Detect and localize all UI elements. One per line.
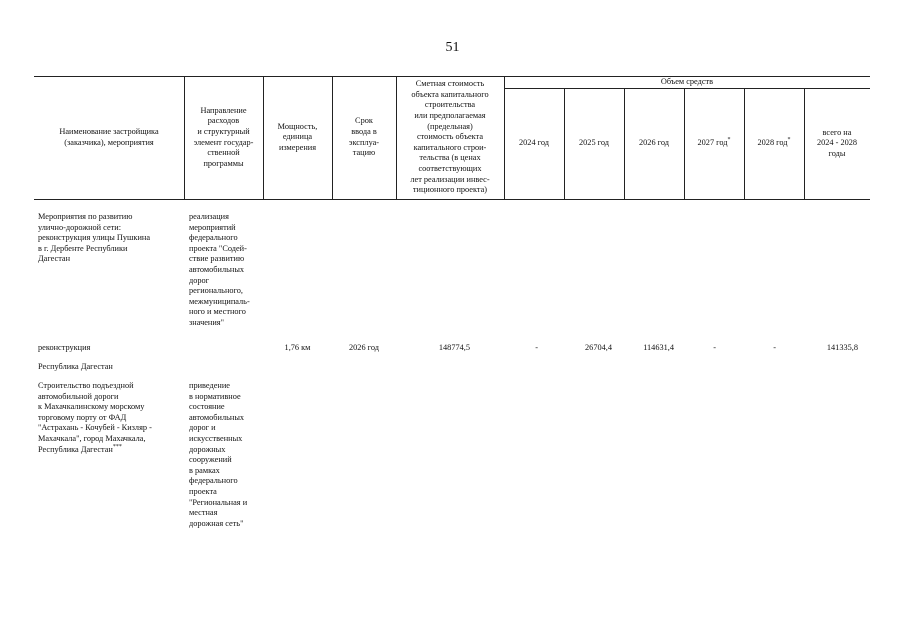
footnote-mark: ***: [112, 443, 122, 450]
row2-total: 141335,8: [826, 343, 858, 352]
header-term: Срок ввода в эксплуа- тацию: [348, 116, 380, 158]
row4-name-text: Строительство подъездной автомобильной дороги к Махачкалинскому морскому торговому порту от ФАД "Астрахань - Кочубей - Кизляр - Махачкала", город Махачкала, Республика Дагестан: [38, 381, 152, 454]
header-name: Наименование застройщика (заказчика), мероприятия: [59, 126, 159, 147]
header-2028-label: 2028 год: [757, 138, 788, 148]
header-2024: 2024 год: [519, 138, 549, 148]
header-2025: 2025 год: [579, 138, 609, 148]
header-cost: Сметная стоимость объекта капитального строительства или предполагаемая (предельная) стоимость объекта капитального строи- тельства (в ценах соответствующих лет реализации инвес- тиционного проекта): [410, 79, 490, 195]
footnote-mark: *: [787, 137, 791, 144]
row2-2028: -: [773, 343, 776, 352]
row3-name: Республика Дагестан: [38, 362, 113, 371]
row2-2025: 26704,4: [585, 343, 612, 352]
row2-term: 2026 год: [349, 343, 379, 352]
header-2028: [744, 88, 804, 199]
footnote-mark: *: [727, 137, 731, 144]
row2-2026: 114631,4: [643, 343, 674, 352]
row2-2024: -: [535, 343, 538, 352]
row2-2027: -: [713, 343, 716, 352]
header-direction: Направление расходов и структурный элемент государ- ственной программы: [193, 105, 254, 168]
header-2027-label: 2027 год: [697, 138, 728, 148]
row2-cost: 148774,5: [438, 343, 470, 352]
header-volume-group: Объем средств: [660, 76, 714, 86]
header-2027: [684, 88, 744, 199]
row4-name: [38, 381, 184, 455]
header-capacity: Мощность, единица измерения: [277, 121, 318, 152]
row1-name: Мероприятия по развитию улично-дорожной сети: реконструкция улицы Пушкина в г. Дербенте Республики Дагестан: [38, 212, 151, 264]
header-2026: 2026 год: [639, 138, 669, 148]
row4-direction: приведение в нормативное состояние автомобильных дорог и искусственных дорожных сооружений в рамках федерального проекта "Региональная и местная дорожная сеть": [189, 381, 248, 528]
row2-name: реконструкция: [38, 343, 91, 352]
header-bottom-rule: [34, 199, 870, 200]
page-number: 51: [445, 40, 460, 55]
row1-direction: реализация мероприятий федерального проекта "Содей- ствие развитию автомобильных дорог регионального, межмуниципаль- ного и местного значения": [189, 212, 250, 327]
row2-capacity: 1,76 км: [284, 343, 311, 352]
header-total: всего на 2024 - 2028 годы: [816, 127, 858, 158]
